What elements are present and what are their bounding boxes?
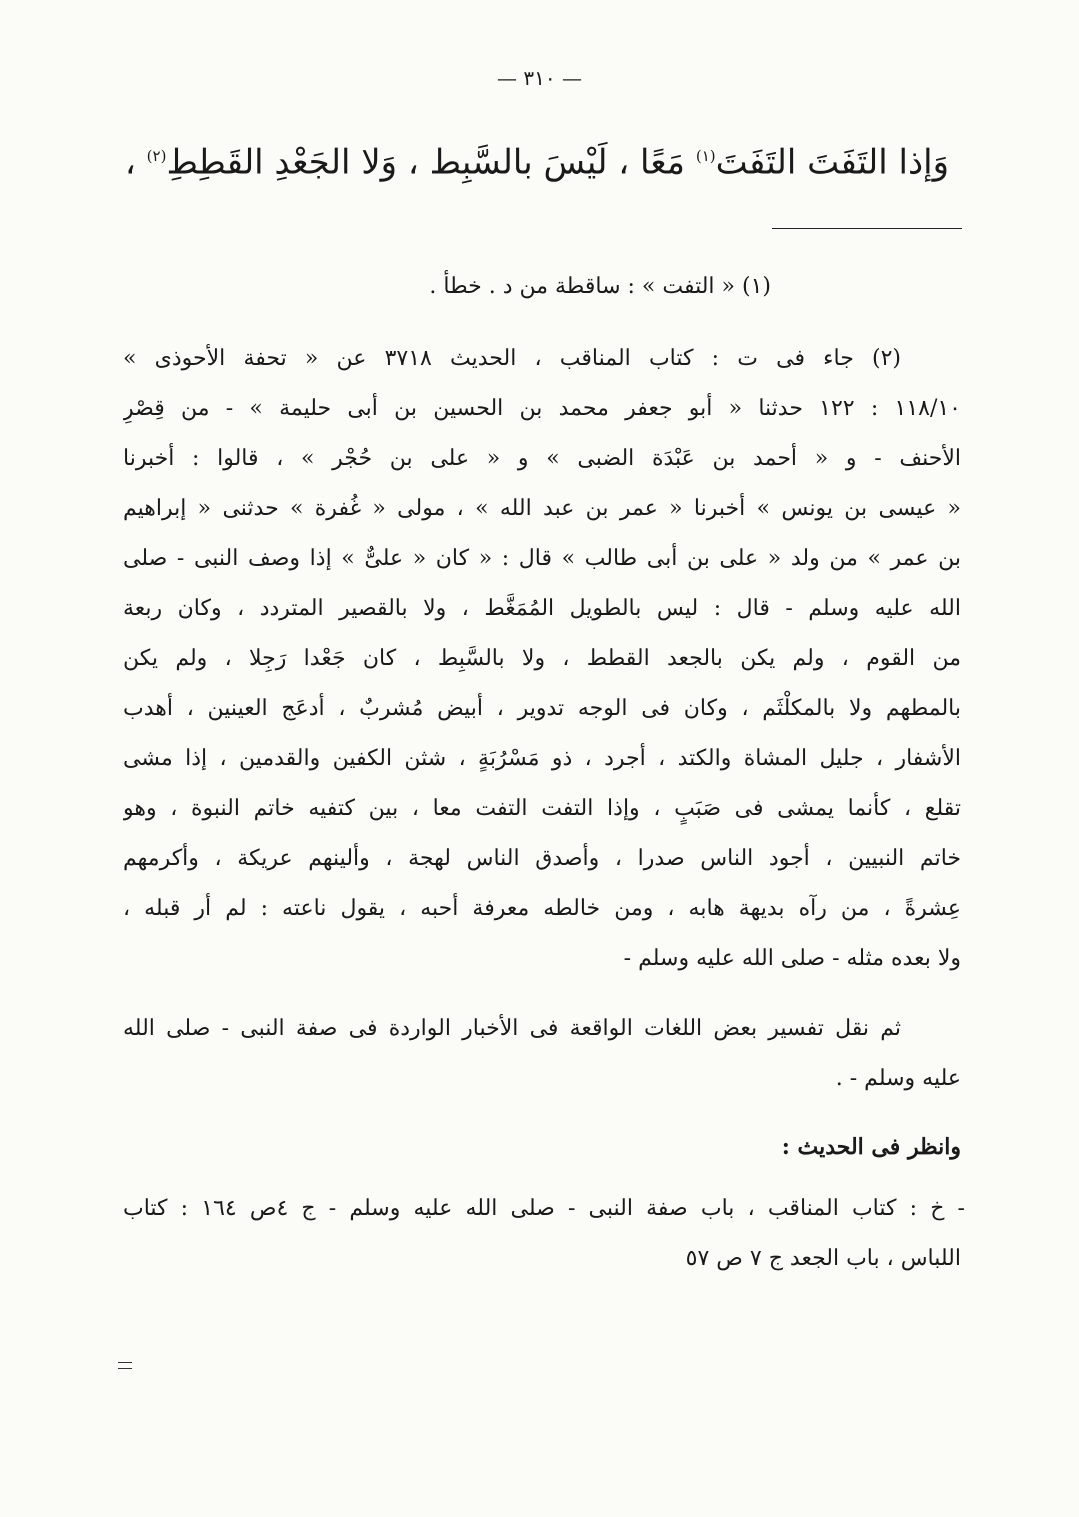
paragraph-line: عليه وسلم - .	[835, 1066, 961, 1091]
main-text-part-3: ،	[124, 142, 136, 183]
reference-entry	[123, 1184, 965, 1284]
footnotes-area	[123, 262, 965, 1284]
footnote-line: خاتم النبيين ، أجود الناس صدرا ، وأصدق الناس لهجة ، وألينهم عريكة ، وأكرمهم	[123, 846, 961, 871]
paragraph-line: ثم نقل تفسير بعض اللغات الواقعة فى الأخبار الواردة فى صفة النبى - صلى الله	[123, 1016, 901, 1041]
footnote-line: تقلع ، كأنما يمشى فى صَبَبٍ ، وإذا التفت التفت معا ، بين كتفيه خاتم النبوة ، وهو	[123, 796, 961, 821]
footnote-line: ١١٨/١٠ : ١٢٢ حدثنا « أبو جعفر محمد بن الحسين بن أبى حليمة » - من قِصْرِ	[123, 396, 961, 421]
page-number: — ٣١٠ —	[497, 66, 582, 90]
footnote-line: بالمطهم ولا بالمكلْثَم ، وكان فى الوجه تدوير ، أبيض مُشربٌ ، أدعَج العينين ، أهدب	[123, 696, 961, 721]
footnote-line: الأشفار ، جليل المشاة والكتد ، أجرد ، ذو مَسْرُبَةٍ ، شثن الكفين والقدمين ، إذا مشى	[123, 746, 961, 771]
footnote-line: بن عمر » من ولد « على بن أبى طالب » قال : « كان « علىٌّ » إذا وصف النبى - صلى	[123, 546, 961, 571]
footnote-2	[123, 334, 961, 984]
footnote-line: « عيسى بن يونس » أخبرنا « عمر بن عبد الله » ، مولى « غُفرة » حدثنى « إبراهيم	[123, 496, 961, 521]
footnote-1	[123, 262, 961, 312]
see-also-heading: وانظر فى الحديث :	[781, 1134, 961, 1160]
commentary-paragraph	[123, 1004, 961, 1104]
reference-line: - خ : كتاب المناقب ، باب صفة النبى - صلى الله عليه وسلم - ج ٤ص ١٦٤ : كتاب	[123, 1196, 965, 1221]
main-text-part-1: وَإذا التَفَتَ التَفَتَ	[715, 142, 949, 183]
footnote-line: عِشرةً ، من رآه بديهة هابه ، ومن خالطه معرفة أحبه ، يقول ناعته : لم أر قبله ،	[123, 896, 961, 921]
reference-line: اللباس ، باب الجعد ج ٧ ص ٥٧	[685, 1246, 961, 1271]
footnote-separator	[772, 228, 962, 229]
main-text-line	[119, 128, 949, 190]
footnote-line: الله عليه وسلم - قال : ليس بالطويل المُمَغَّط ، ولا بالقصير المتردد ، وكان ربعة	[123, 596, 961, 621]
footnote-line: من القوم ، ولم يكن بالجعد القطط ، ولا بالسَّبِط ، كان جَعْدا رَجِلا ، ولم يكن	[123, 646, 961, 671]
footnote-line: ولا بعده مثله - صلى الله عليه وسلم -	[623, 946, 961, 971]
main-text-part-2: مَعًا ، لَيْسَ بالسَّبِط ، وَلا الجَعْدِ القَطِطِ	[166, 142, 686, 183]
footnote-ref-2: (٢)	[146, 147, 167, 165]
footnote-line: (٢) جاء فى ت : كتاب المناقب ، الحديث ٣٧١٨ عن « تحفة الأحوذى »	[123, 346, 901, 371]
margin-mark	[118, 1362, 132, 1369]
footnote-ref-1: (١)	[695, 147, 716, 165]
footnote-line: الأحنف - و « أحمد بن عَبْدَة الضبى » و « على بن حُجْر » ، قالوا : أخبرنا	[123, 446, 961, 471]
footnote-line: (١) « التفت » : ساقطة من د . خطأ .	[429, 274, 771, 299]
